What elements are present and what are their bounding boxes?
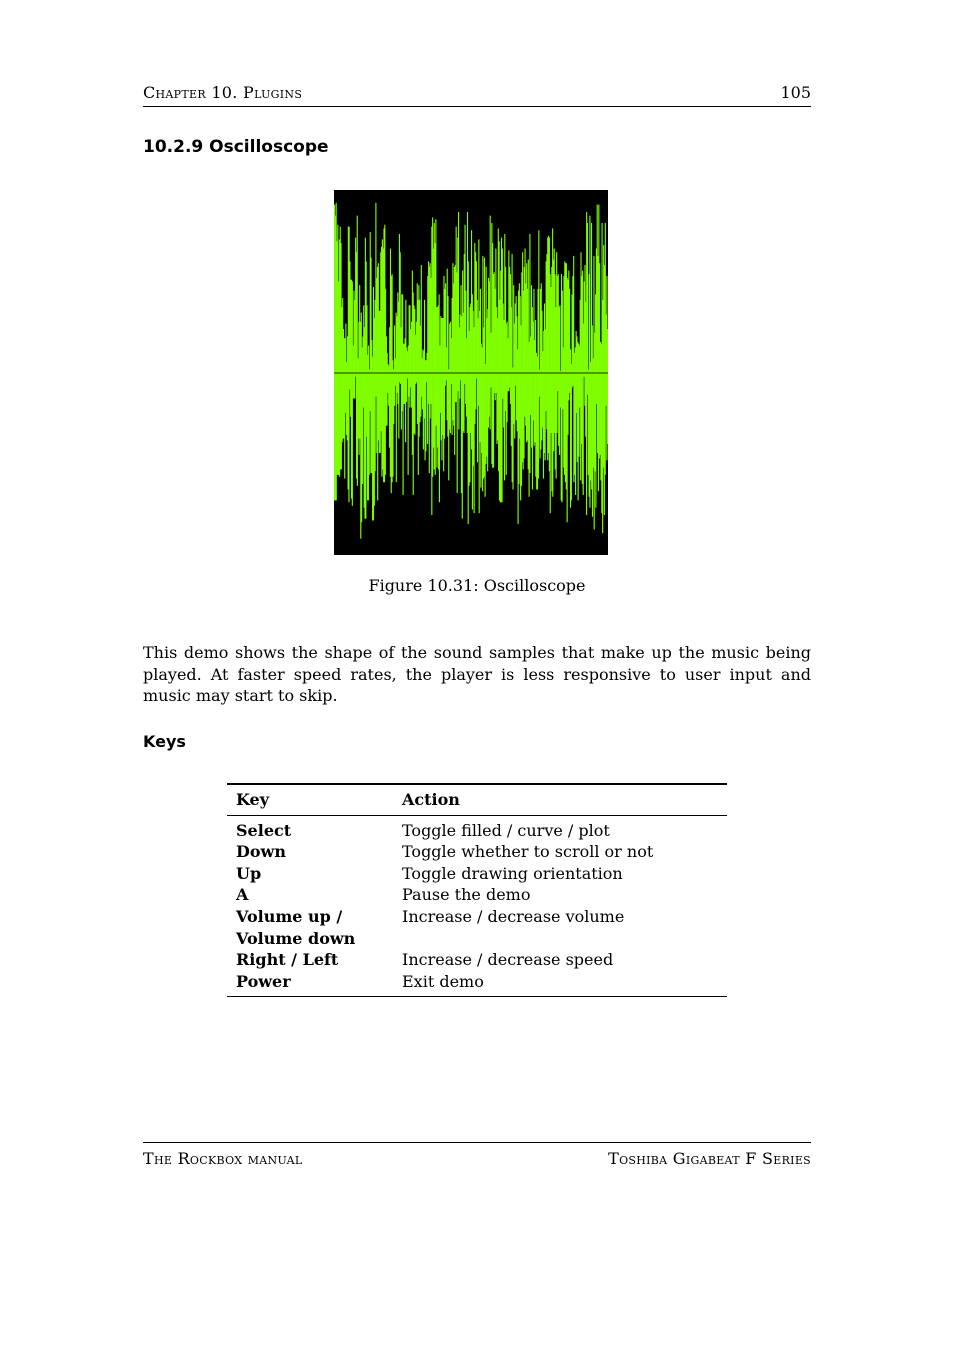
- body-paragraph: This demo shows the shape of the sound samples that make up the music being played. At faster speed rates, the player is less responsive to user input and music may start to skip.: [143, 643, 811, 706]
- figure-caption: Figure 10.31: Oscilloscope: [368, 576, 586, 595]
- keys-table: [227, 783, 727, 997]
- wave-bar-top: [484, 258, 485, 373]
- oscilloscope-figure: [334, 190, 608, 555]
- wave-bar-top: [447, 296, 448, 373]
- key-cell: Select: [236, 820, 292, 840]
- table-bottom-rule: [227, 996, 727, 997]
- oscilloscope-waveform: [334, 190, 608, 555]
- table-body: [227, 820, 727, 993]
- wave-bar-top: [421, 265, 422, 373]
- footer-device-name: Toshiba Gigabeat F Series: [608, 1149, 811, 1168]
- wave-bar-top: [392, 274, 393, 373]
- wave-bar-top: [587, 223, 588, 373]
- section-title: 10.2.9 Oscilloscope: [143, 137, 329, 157]
- key-cell: Right / Left: [236, 950, 339, 970]
- action-cell: Toggle drawing orientation: [402, 863, 623, 883]
- table-row: [227, 863, 727, 885]
- keys-heading: Keys: [143, 732, 186, 751]
- table-row: [227, 906, 727, 949]
- page-footer: [143, 1142, 811, 1168]
- table-mid-rule: [227, 815, 727, 816]
- action-cell: Toggle whether to scroll or not: [402, 842, 654, 862]
- table-top-rule: [227, 783, 727, 785]
- wave-bar-top: [559, 305, 560, 373]
- wave-bar-bottom: [607, 373, 608, 444]
- wave-bar-bottom: [583, 373, 584, 495]
- wave-bar-top: [589, 216, 590, 373]
- wave-bar-top: [368, 346, 369, 373]
- table-row: [227, 820, 727, 842]
- key-cell: Down: [236, 842, 286, 862]
- table-row: [227, 884, 727, 906]
- wave-bar-bottom: [354, 373, 355, 398]
- wave-bar-top: [357, 216, 358, 373]
- action-cell: Increase / decrease speed: [402, 950, 614, 970]
- header-action: Action: [402, 790, 460, 809]
- wave-bar-bottom: [571, 373, 572, 500]
- running-head-chapter: Chapter 10. Plugins: [143, 83, 303, 102]
- key-cell: Up: [236, 863, 262, 883]
- table-row: [227, 949, 727, 971]
- wave-bar-bottom: [348, 373, 349, 502]
- page-number: 105: [780, 83, 811, 102]
- footer-manual-title: The Rockbox manual: [143, 1149, 303, 1168]
- wave-bar-top: [512, 254, 513, 373]
- wave-bar-bottom: [398, 373, 399, 439]
- wave-bar-top: [607, 329, 608, 373]
- header-key: Key: [236, 790, 270, 809]
- key-cell: Volume up / Volume down: [236, 906, 356, 948]
- action-cell: Exit demo: [402, 971, 484, 991]
- page-header: [143, 82, 811, 107]
- table-header-row: [227, 789, 727, 811]
- key-cell: A: [236, 885, 249, 905]
- table-row: [227, 971, 727, 993]
- table-row: [227, 841, 727, 863]
- wave-bar-top: [538, 230, 539, 373]
- wave-bar-bottom: [425, 373, 426, 451]
- action-cell: Toggle filled / curve / plot: [402, 820, 610, 840]
- key-cell: Power: [236, 971, 291, 991]
- action-cell: Increase / decrease volume: [402, 906, 625, 926]
- action-cell: Pause the demo: [402, 885, 531, 905]
